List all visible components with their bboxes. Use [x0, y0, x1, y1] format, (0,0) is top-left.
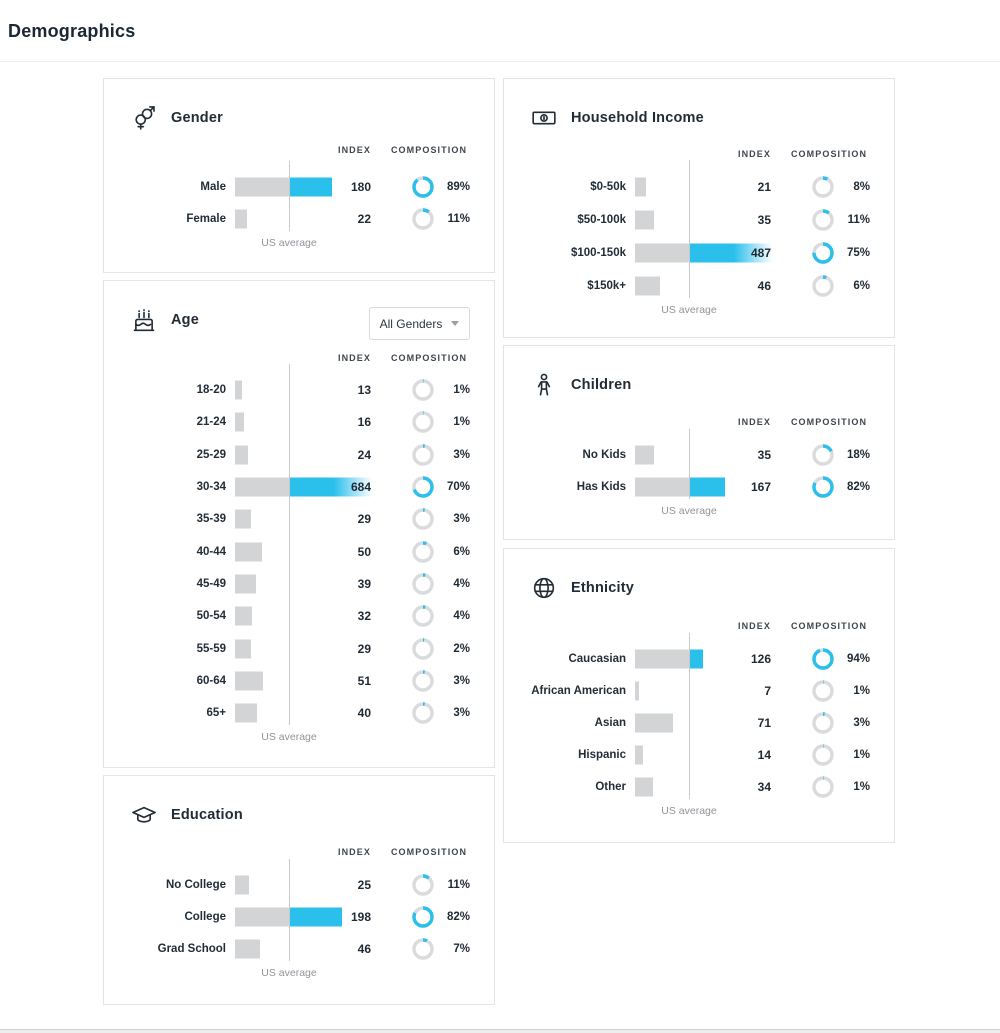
index-value: 198 — [350, 910, 371, 924]
card-title: Children — [571, 377, 632, 393]
child-icon — [531, 372, 557, 398]
row-label: 35-39 — [196, 513, 226, 526]
composition-value: 1% — [853, 781, 870, 793]
index-value: 25 — [357, 878, 371, 892]
composition-donut — [411, 507, 435, 531]
row-label: No Kids — [582, 448, 626, 461]
index-column-header: INDEX — [737, 621, 771, 631]
composition-value: 11% — [847, 213, 870, 226]
index-value: 7 — [764, 684, 771, 698]
card-header — [531, 105, 704, 131]
demo-row — [504, 771, 894, 803]
index-value: 126 — [750, 652, 771, 666]
bar-baseline-segment — [635, 210, 654, 229]
index-column-header: INDEX — [337, 353, 371, 363]
row-label: College — [184, 911, 226, 923]
row-label: 21-24 — [196, 416, 226, 429]
demo-row — [104, 406, 494, 438]
demo-row — [104, 503, 494, 535]
composition-value: 3% — [853, 717, 870, 729]
demo-row — [504, 739, 894, 771]
index-column-header: INDEX — [737, 417, 771, 427]
gender-card — [103, 78, 495, 273]
demo-row — [504, 269, 894, 302]
demo-row — [504, 675, 894, 707]
card-title: Ethnicity — [571, 580, 635, 596]
composition-donut — [411, 937, 435, 961]
composition-column-header: COMPOSITION — [390, 847, 468, 857]
bar-baseline-segment — [635, 682, 639, 701]
bar-baseline-segment — [235, 510, 251, 529]
row-label: Caucasian — [568, 653, 626, 665]
us-average-label: US average — [661, 805, 717, 817]
row-label: 25-29 — [196, 448, 226, 461]
index-value: 684 — [350, 480, 371, 495]
bar-baseline-segment — [635, 746, 643, 765]
composition-donut — [411, 378, 435, 402]
index-column-header: INDEX — [337, 145, 371, 155]
card-header — [531, 575, 634, 601]
composition-value: 4% — [453, 610, 470, 623]
composition-donut — [811, 647, 835, 671]
card-header — [131, 802, 243, 828]
bar-baseline-segment — [635, 445, 654, 464]
row-label: Male — [200, 181, 226, 193]
demo-row — [104, 697, 494, 729]
composition-value: 8% — [853, 180, 870, 193]
gender-icon — [131, 105, 157, 131]
row-label: $100-150k — [571, 246, 626, 259]
row-label: $150k+ — [587, 279, 626, 292]
demo-row — [104, 600, 494, 632]
row-label: Hispanic — [578, 749, 626, 761]
index-value: 21 — [757, 179, 771, 194]
composition-value: 1% — [853, 749, 870, 761]
index-value: 40 — [357, 706, 371, 721]
demo-row — [104, 535, 494, 567]
rows — [504, 170, 894, 316]
demo-row — [104, 933, 494, 965]
row-label: 50-54 — [196, 610, 226, 623]
page-bottom-edge — [0, 1029, 1000, 1033]
rows — [104, 171, 494, 249]
us-average-label: US average — [661, 304, 717, 316]
rows — [104, 869, 494, 979]
bar-baseline-segment — [235, 876, 249, 895]
demo-row — [504, 203, 894, 236]
demo-row — [504, 236, 894, 269]
graduation-cap-icon — [131, 802, 157, 828]
demo-row — [504, 643, 894, 675]
composition-value: 82% — [446, 911, 470, 923]
row-label: No College — [165, 879, 226, 891]
bar-baseline-segment — [235, 940, 260, 959]
row-label: $0-50k — [590, 180, 626, 193]
composition-donut — [411, 669, 435, 693]
index-value: 35 — [757, 447, 771, 462]
demo-row — [104, 439, 494, 471]
demo-row — [104, 665, 494, 697]
education-card — [103, 775, 495, 1005]
row-label: Grad School — [157, 943, 226, 955]
globe-icon — [531, 575, 557, 601]
composition-value: 4% — [453, 577, 470, 590]
us-average-label: US average — [261, 237, 317, 249]
page-title: Demographics — [8, 21, 136, 41]
index-value: 46 — [357, 942, 371, 956]
gender-filter-value: All Genders — [379, 316, 443, 331]
index-value: 32 — [357, 609, 371, 624]
demo-row — [104, 901, 494, 933]
composition-donut — [811, 679, 835, 703]
bar-baseline-segment — [635, 276, 660, 295]
composition-donut — [811, 475, 835, 499]
composition-value: 82% — [846, 480, 870, 493]
demo-row — [504, 170, 894, 203]
bar-baseline-segment — [635, 177, 646, 196]
composition-value: 75% — [846, 246, 870, 259]
composition-column-header: COMPOSITION — [790, 149, 868, 159]
index-value: 180 — [350, 180, 371, 194]
index-value: 50 — [357, 544, 371, 559]
row-label: 40-44 — [196, 545, 226, 558]
composition-value: 11% — [447, 879, 470, 891]
bar-baseline-segment — [635, 477, 689, 496]
composition-value: 2% — [453, 642, 470, 655]
composition-donut — [811, 443, 835, 467]
row-label: 65+ — [206, 707, 226, 720]
bar-baseline-segment — [635, 714, 673, 733]
composition-column-header: COMPOSITION — [790, 621, 868, 631]
composition-donut — [411, 637, 435, 661]
composition-column-header: COMPOSITION — [390, 145, 468, 155]
index-column-header: INDEX — [337, 847, 371, 857]
row-label: $50-100k — [577, 213, 626, 226]
index-value: 14 — [757, 748, 771, 762]
row-label: Female — [186, 213, 226, 225]
chevron-down-icon — [451, 321, 459, 326]
card-title: Household Income — [571, 110, 704, 126]
card-header — [131, 105, 223, 131]
composition-donut — [411, 572, 435, 596]
household-income-card — [503, 78, 895, 338]
money-icon — [531, 105, 557, 131]
index-value: 167 — [750, 479, 771, 494]
composition-value: 3% — [453, 707, 470, 720]
index-value: 24 — [357, 447, 371, 462]
card-header — [531, 372, 631, 398]
composition-donut — [411, 701, 435, 725]
bar-baseline-segment — [235, 381, 242, 400]
row-label: 55-59 — [196, 642, 226, 655]
composition-value: 89% — [446, 181, 470, 193]
composition-value: 18% — [846, 448, 870, 461]
rows — [504, 439, 894, 517]
composition-value: 6% — [453, 545, 470, 558]
demo-row — [504, 707, 894, 739]
composition-value: 94% — [846, 653, 870, 665]
composition-value: 1% — [453, 416, 470, 429]
composition-value: 6% — [853, 279, 870, 292]
index-value: 35 — [757, 212, 771, 227]
card-title: Gender — [171, 110, 223, 126]
row-label: 18-20 — [196, 384, 226, 397]
bar-baseline-segment — [235, 639, 251, 658]
index-value: 29 — [357, 641, 371, 656]
row-label: 60-64 — [196, 674, 226, 687]
ethnicity-card — [503, 548, 895, 843]
demo-row — [504, 439, 894, 471]
index-value: 51 — [357, 673, 371, 688]
composition-donut — [411, 540, 435, 564]
card-title: Education — [171, 807, 243, 823]
bar-baseline-segment — [235, 478, 289, 497]
composition-value: 7% — [453, 943, 470, 955]
demo-row — [104, 568, 494, 600]
age-card — [103, 280, 495, 768]
composition-value: 3% — [453, 448, 470, 461]
composition-donut — [811, 711, 835, 735]
composition-donut — [411, 475, 435, 499]
index-value: 46 — [757, 278, 771, 293]
row-label: African American — [531, 685, 626, 697]
us-average-label: US average — [261, 731, 317, 744]
composition-donut — [811, 175, 835, 199]
demo-row — [104, 171, 494, 203]
composition-donut — [811, 241, 835, 265]
demo-row — [104, 632, 494, 664]
index-column-header: INDEX — [737, 149, 771, 159]
bar-baseline-segment — [235, 607, 252, 626]
birthday-cake-icon — [131, 307, 157, 333]
demo-row — [104, 471, 494, 503]
index-value: 29 — [357, 512, 371, 527]
composition-donut — [411, 873, 435, 897]
composition-value: 1% — [853, 685, 870, 697]
index-value: 71 — [757, 716, 771, 730]
bar-baseline-segment — [235, 210, 247, 229]
composition-column-header: COMPOSITION — [790, 417, 868, 427]
index-value: 13 — [357, 383, 371, 398]
composition-value: 1% — [453, 384, 470, 397]
composition-donut — [411, 410, 435, 434]
gender-filter-dropdown[interactable] — [369, 307, 470, 340]
bar-baseline-segment — [635, 243, 689, 262]
bar-baseline-segment — [235, 908, 289, 927]
composition-value: 3% — [453, 513, 470, 526]
composition-value: 3% — [453, 674, 470, 687]
bar-baseline-segment — [235, 704, 257, 723]
bar-baseline-segment — [235, 542, 262, 561]
row-label: Has Kids — [576, 480, 626, 493]
composition-donut — [411, 905, 435, 929]
row-label: Asian — [594, 717, 626, 729]
row-label: Other — [595, 781, 626, 793]
bar-baseline-segment — [235, 413, 244, 432]
composition-donut — [411, 207, 435, 231]
rows — [104, 374, 494, 744]
rows — [504, 643, 894, 817]
index-value: 39 — [357, 576, 371, 591]
demo-row — [104, 203, 494, 235]
demo-row — [104, 869, 494, 901]
composition-donut — [811, 743, 835, 767]
composition-donut — [411, 443, 435, 467]
us-average-label: US average — [661, 504, 717, 517]
index-value: 22 — [357, 212, 371, 226]
row-label: 45-49 — [196, 577, 226, 590]
composition-value: 70% — [446, 481, 470, 494]
page-header — [0, 0, 1000, 62]
composition-donut — [811, 274, 835, 298]
index-value: 34 — [757, 780, 771, 794]
index-value: 16 — [357, 415, 371, 430]
bar-baseline-segment — [635, 778, 653, 797]
bar-baseline-segment — [235, 574, 256, 593]
index-value: 487 — [750, 245, 771, 260]
bar-baseline-segment — [635, 650, 689, 669]
composition-donut — [811, 775, 835, 799]
children-card — [503, 345, 895, 540]
bar-baseline-segment — [235, 671, 263, 690]
us-average-label: US average — [261, 967, 317, 979]
demo-row — [104, 374, 494, 406]
bar-baseline-segment — [235, 178, 289, 197]
composition-donut — [411, 175, 435, 199]
composition-donut — [811, 208, 835, 232]
demo-row — [504, 471, 894, 503]
bar-baseline-segment — [235, 445, 248, 464]
composition-value: 11% — [447, 213, 470, 225]
composition-donut — [411, 604, 435, 628]
card-title: Age — [171, 312, 199, 328]
row-label: 30-34 — [196, 481, 226, 494]
composition-column-header: COMPOSITION — [390, 353, 468, 363]
card-header — [131, 307, 199, 333]
